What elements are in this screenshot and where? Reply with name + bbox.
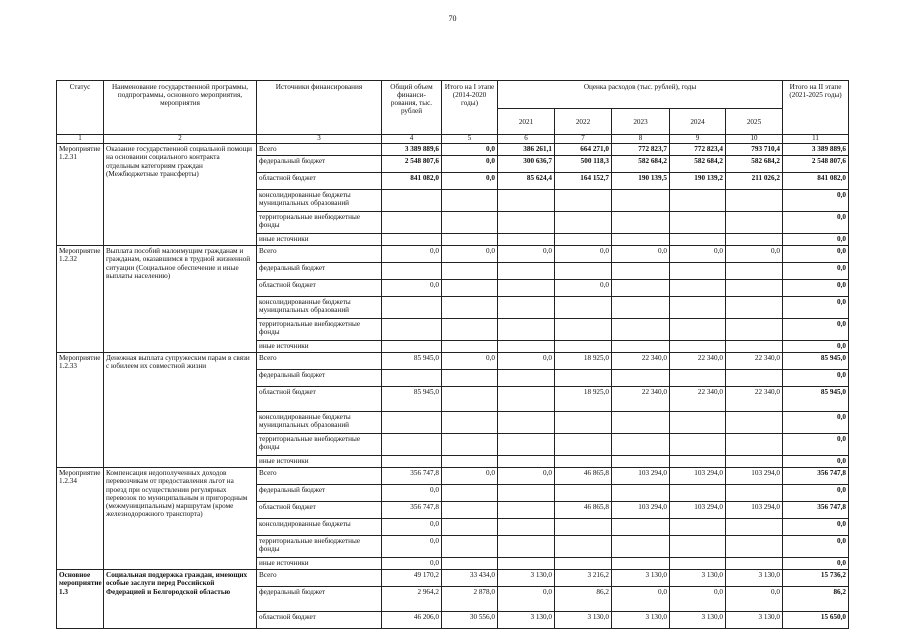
status-cell: Мероприятие 1.2.31: [57, 144, 104, 246]
value-cell: [555, 412, 612, 434]
value-cell: [555, 341, 612, 353]
value-cell: [726, 234, 783, 246]
column-number: 3: [257, 135, 382, 144]
header-year: 2022: [555, 109, 612, 135]
value-cell: 103 294,0: [612, 468, 670, 485]
value-cell: 46 206,0: [382, 612, 442, 629]
column-number: 5: [442, 135, 498, 144]
value-cell: 0,0: [555, 246, 612, 263]
value-cell: 582 684,2: [612, 156, 670, 173]
source-cell: консолидированные бюджеты муниципальных образований: [257, 412, 382, 434]
value-cell: [382, 212, 442, 234]
value-cell: 582 684,2: [726, 156, 783, 173]
header-stage1: Итого на I этапе (2014-2020 годы): [442, 81, 498, 135]
value-cell: [498, 456, 555, 468]
value-cell: 0,0: [555, 280, 612, 297]
value-cell: 356 747,8: [382, 502, 442, 519]
value-cell: [442, 234, 498, 246]
value-cell: 86,2: [555, 587, 612, 612]
value-cell: 18 925,0: [555, 387, 612, 412]
value-cell: 22 340,0: [670, 353, 726, 370]
value-cell: 3 130,0: [555, 612, 612, 629]
value-cell: 0,0: [783, 263, 849, 280]
value-cell: [612, 558, 670, 570]
table-row: [57, 468, 849, 485]
value-cell: 85 624,4: [498, 173, 555, 190]
value-cell: 164 152,7: [555, 173, 612, 190]
value-cell: 356 747,8: [382, 468, 442, 485]
value-cell: 0,0: [442, 156, 498, 173]
value-cell: [670, 297, 726, 319]
column-number-row: [57, 135, 849, 144]
value-cell: 2 548 807,6: [783, 156, 849, 173]
value-cell: 0,0: [783, 412, 849, 434]
value-cell: [612, 370, 670, 387]
column-number: 10: [726, 135, 783, 144]
value-cell: [442, 502, 498, 519]
table-row: [57, 570, 849, 587]
value-cell: 0,0: [726, 587, 783, 612]
value-cell: 33 434,0: [442, 570, 498, 587]
value-cell: [726, 519, 783, 536]
value-cell: [612, 319, 670, 341]
value-cell: [670, 434, 726, 456]
value-cell: 103 294,0: [670, 502, 726, 519]
value-cell: 190 139,2: [670, 173, 726, 190]
source-cell: федеральный бюджет: [257, 485, 382, 502]
value-cell: [726, 558, 783, 570]
value-cell: [612, 434, 670, 456]
value-cell: [382, 263, 442, 280]
value-cell: [442, 190, 498, 212]
value-cell: [555, 370, 612, 387]
value-cell: 300 636,7: [498, 156, 555, 173]
value-cell: [442, 319, 498, 341]
value-cell: [498, 558, 555, 570]
column-number: 2: [104, 135, 257, 144]
value-cell: 3 130,0: [726, 570, 783, 587]
value-cell: 0,0: [442, 144, 498, 156]
value-cell: 85 945,0: [382, 353, 442, 370]
table-row: [57, 246, 849, 263]
value-cell: [612, 297, 670, 319]
value-cell: 46 865,8: [555, 502, 612, 519]
value-cell: [498, 341, 555, 353]
value-cell: [498, 485, 555, 502]
column-number: 8: [612, 135, 670, 144]
value-cell: [498, 536, 555, 558]
value-cell: [555, 485, 612, 502]
value-cell: 46 865,8: [555, 468, 612, 485]
value-cell: [498, 263, 555, 280]
value-cell: 0,0: [670, 246, 726, 263]
value-cell: 190 139,5: [612, 173, 670, 190]
value-cell: 18 925,0: [555, 353, 612, 370]
value-cell: 793 710,4: [726, 144, 783, 156]
value-cell: [498, 297, 555, 319]
value-cell: [612, 456, 670, 468]
value-cell: [498, 212, 555, 234]
value-cell: [670, 341, 726, 353]
value-cell: [442, 558, 498, 570]
value-cell: 841 082,0: [382, 173, 442, 190]
value-cell: 0,0: [783, 234, 849, 246]
value-cell: [726, 412, 783, 434]
value-cell: [382, 434, 442, 456]
header-year: 2024: [670, 109, 726, 135]
value-cell: 0,0: [783, 536, 849, 558]
value-cell: [555, 536, 612, 558]
source-cell: консолидированные бюджеты: [257, 519, 382, 536]
source-cell: территориальные внебюджетные фонды: [257, 536, 382, 558]
value-cell: 3 130,0: [498, 612, 555, 629]
value-cell: [442, 387, 498, 412]
source-cell: Всего: [257, 144, 382, 156]
value-cell: 0,0: [382, 519, 442, 536]
value-cell: [670, 370, 726, 387]
value-cell: 0,0: [382, 280, 442, 297]
value-cell: 103 294,0: [726, 502, 783, 519]
header-estimate: Оценка расходов (тыс. рублей), годы: [498, 81, 783, 109]
value-cell: 3 130,0: [726, 612, 783, 629]
value-cell: 15 650,0: [783, 612, 849, 629]
value-cell: [670, 536, 726, 558]
value-cell: 0,0: [442, 173, 498, 190]
value-cell: [498, 319, 555, 341]
value-cell: [555, 434, 612, 456]
value-cell: 3 130,0: [670, 612, 726, 629]
value-cell: [442, 485, 498, 502]
value-cell: 356 747,8: [783, 468, 849, 485]
name-cell: Выплата пособий малоимущим гражданам и гражданам, оказавшимся в трудной жизненной ситуации (Социальное обеспечение и иные выплаты населению): [104, 246, 257, 353]
value-cell: 22 340,0: [612, 353, 670, 370]
value-cell: 0,0: [612, 587, 670, 612]
value-cell: 0,0: [783, 341, 849, 353]
value-cell: 0,0: [783, 434, 849, 456]
source-cell: Всего: [257, 353, 382, 370]
source-cell: областной бюджет: [257, 387, 382, 412]
value-cell: 103 294,0: [726, 468, 783, 485]
value-cell: [726, 190, 783, 212]
value-cell: 0,0: [670, 587, 726, 612]
value-cell: 0,0: [442, 246, 498, 263]
value-cell: 3 130,0: [612, 612, 670, 629]
column-number: 11: [783, 135, 849, 144]
value-cell: 86,2: [783, 587, 849, 612]
table-row: [57, 144, 849, 156]
value-cell: [612, 485, 670, 502]
value-cell: 2 964,2: [382, 587, 442, 612]
value-cell: [442, 412, 498, 434]
value-cell: 85 945,0: [382, 387, 442, 412]
value-cell: 0,0: [783, 519, 849, 536]
value-cell: 3 130,0: [498, 570, 555, 587]
page-number: 70: [448, 14, 457, 23]
value-cell: 30 556,0: [442, 612, 498, 629]
value-cell: [612, 341, 670, 353]
value-cell: 772 823,4: [670, 144, 726, 156]
value-cell: 0,0: [726, 246, 783, 263]
value-cell: [555, 190, 612, 212]
value-cell: 2 878,0: [442, 587, 498, 612]
value-cell: 0,0: [442, 353, 498, 370]
value-cell: [612, 280, 670, 297]
value-cell: 0,0: [498, 468, 555, 485]
source-cell: федеральный бюджет: [257, 263, 382, 280]
source-cell: областной бюджет: [257, 280, 382, 297]
value-cell: [442, 370, 498, 387]
source-cell: территориальные внебюджетные фонды: [257, 434, 382, 456]
source-cell: областной бюджет: [257, 173, 382, 190]
value-cell: 3 389 889,6: [382, 144, 442, 156]
value-cell: 356 747,8: [783, 502, 849, 519]
value-cell: [726, 280, 783, 297]
value-cell: [442, 434, 498, 456]
value-cell: 0,0: [382, 536, 442, 558]
header-status: Статус: [57, 81, 104, 135]
source-cell: иные источники: [257, 341, 382, 353]
value-cell: 22 340,0: [726, 353, 783, 370]
name-cell: Денежная выплата супружеским парам в связи с юбилеем их совместной жизни: [104, 353, 257, 468]
value-cell: [612, 263, 670, 280]
source-cell: консолидированные бюджеты муниципальных образований: [257, 297, 382, 319]
value-cell: [612, 190, 670, 212]
value-cell: 0,0: [783, 212, 849, 234]
value-cell: [612, 519, 670, 536]
source-cell: Всего: [257, 468, 382, 485]
value-cell: 0,0: [783, 456, 849, 468]
value-cell: [555, 297, 612, 319]
value-cell: [382, 319, 442, 341]
value-cell: [382, 190, 442, 212]
value-cell: [498, 434, 555, 456]
value-cell: [442, 212, 498, 234]
value-cell: [726, 485, 783, 502]
header-total-volume: Общий объем финанси-рования, тыс. рублей: [382, 81, 442, 135]
value-cell: [382, 412, 442, 434]
value-cell: 0,0: [612, 246, 670, 263]
status-cell: Основное мероприятие 1.3: [57, 570, 104, 629]
value-cell: [726, 341, 783, 353]
value-cell: 0,0: [783, 280, 849, 297]
value-cell: [382, 341, 442, 353]
value-cell: [670, 319, 726, 341]
value-cell: [498, 519, 555, 536]
header-source: Источники финансирования: [257, 81, 382, 135]
header-year: 2021: [498, 109, 555, 135]
source-cell: территориальные внебюджетные фонды: [257, 212, 382, 234]
status-cell: Мероприятие 1.2.33: [57, 353, 104, 468]
value-cell: [670, 485, 726, 502]
value-cell: [726, 434, 783, 456]
value-cell: [670, 190, 726, 212]
source-cell: Всего: [257, 246, 382, 263]
value-cell: [442, 263, 498, 280]
value-cell: 0,0: [382, 558, 442, 570]
value-cell: [726, 536, 783, 558]
value-cell: [612, 536, 670, 558]
value-cell: [555, 319, 612, 341]
value-cell: 15 736,2: [783, 570, 849, 587]
value-cell: 500 118,3: [555, 156, 612, 173]
header-stage2: Итого на II этапе (2021-2025 годы): [783, 81, 849, 135]
column-number: 1: [57, 135, 104, 144]
value-cell: [670, 456, 726, 468]
header-year: 2025: [726, 109, 783, 135]
value-cell: [555, 519, 612, 536]
value-cell: 0,0: [783, 246, 849, 263]
value-cell: 3 130,0: [670, 570, 726, 587]
status-cell: Мероприятие 1.2.32: [57, 246, 104, 353]
value-cell: 0,0: [382, 485, 442, 502]
value-cell: 22 340,0: [726, 387, 783, 412]
source-cell: территориальные внебюджетные фонды: [257, 319, 382, 341]
value-cell: [726, 456, 783, 468]
name-cell: Компенсация недополученных доходов перевозчикам от предоставления льгот на проезд при осуществлении регулярных перевозок по муниципальным и пригородным (межмуниципальным) маршрутам (кроме железнодорожного транспорта): [104, 468, 257, 570]
value-cell: [498, 280, 555, 297]
value-cell: 0,0: [783, 370, 849, 387]
value-cell: 0,0: [783, 485, 849, 502]
value-cell: [726, 319, 783, 341]
value-cell: [498, 370, 555, 387]
source-cell: федеральный бюджет: [257, 587, 382, 612]
column-number: 6: [498, 135, 555, 144]
value-cell: [670, 263, 726, 280]
value-cell: 3 389 889,6: [783, 144, 849, 156]
value-cell: [555, 234, 612, 246]
value-cell: [498, 190, 555, 212]
value-cell: [726, 370, 783, 387]
value-cell: [612, 234, 670, 246]
value-cell: [612, 412, 670, 434]
value-cell: [498, 387, 555, 412]
value-cell: [670, 234, 726, 246]
budget-table: [56, 80, 849, 629]
value-cell: [555, 558, 612, 570]
value-cell: 211 026,2: [726, 173, 783, 190]
value-cell: 85 945,0: [783, 353, 849, 370]
value-cell: [442, 519, 498, 536]
name-cell: Оказание государственной социальной помощи на основании социального контракта отдельным категориям граждан (Межбюджетные трансферты): [104, 144, 257, 246]
status-cell: Мероприятие 1.2.34: [57, 468, 104, 570]
value-cell: 0,0: [382, 246, 442, 263]
table-row: [57, 353, 849, 370]
value-cell: [442, 536, 498, 558]
value-cell: [382, 370, 442, 387]
value-cell: [498, 502, 555, 519]
header-year: 2023: [612, 109, 670, 135]
value-cell: 0,0: [783, 190, 849, 212]
value-cell: 49 170,2: [382, 570, 442, 587]
source-cell: Всего: [257, 570, 382, 587]
value-cell: [612, 212, 670, 234]
value-cell: 85 945,0: [783, 387, 849, 412]
value-cell: [555, 263, 612, 280]
value-cell: 772 823,7: [612, 144, 670, 156]
value-cell: 0,0: [783, 558, 849, 570]
value-cell: 3 130,0: [612, 570, 670, 587]
table-body: [57, 144, 849, 629]
value-cell: [670, 519, 726, 536]
value-cell: [555, 212, 612, 234]
value-cell: 0,0: [498, 353, 555, 370]
source-cell: иные источники: [257, 234, 382, 246]
value-cell: 841 082,0: [783, 173, 849, 190]
column-number: 4: [382, 135, 442, 144]
value-cell: 103 294,0: [612, 502, 670, 519]
column-number: 7: [555, 135, 612, 144]
value-cell: [498, 412, 555, 434]
value-cell: [670, 212, 726, 234]
value-cell: [670, 558, 726, 570]
header-name: Наименование государственной программы, подпрограммы, основного мероприятия, мероприятия: [104, 81, 257, 135]
source-cell: иные источники: [257, 456, 382, 468]
value-cell: 103 294,0: [670, 468, 726, 485]
value-cell: [382, 456, 442, 468]
source-cell: консолидированные бюджеты муниципальных образований: [257, 190, 382, 212]
value-cell: [726, 263, 783, 280]
value-cell: [498, 234, 555, 246]
source-cell: иные источники: [257, 558, 382, 570]
value-cell: [442, 297, 498, 319]
value-cell: 22 340,0: [670, 387, 726, 412]
value-cell: [382, 234, 442, 246]
value-cell: [442, 341, 498, 353]
value-cell: 2 548 807,6: [382, 156, 442, 173]
value-cell: [442, 280, 498, 297]
value-cell: [382, 297, 442, 319]
value-cell: 0,0: [498, 246, 555, 263]
value-cell: 3 216,2: [555, 570, 612, 587]
value-cell: [670, 412, 726, 434]
value-cell: 0,0: [498, 587, 555, 612]
value-cell: 664 271,0: [555, 144, 612, 156]
source-cell: областной бюджет: [257, 612, 382, 629]
source-cell: областной бюджет: [257, 502, 382, 519]
value-cell: 22 340,0: [612, 387, 670, 412]
value-cell: 386 261,1: [498, 144, 555, 156]
value-cell: [726, 212, 783, 234]
column-number: 9: [670, 135, 726, 144]
source-cell: федеральный бюджет: [257, 370, 382, 387]
value-cell: 0,0: [783, 297, 849, 319]
value-cell: [670, 280, 726, 297]
value-cell: 0,0: [783, 319, 849, 341]
value-cell: [442, 456, 498, 468]
value-cell: [726, 297, 783, 319]
value-cell: [555, 456, 612, 468]
source-cell: федеральный бюджет: [257, 156, 382, 173]
value-cell: 582 684,2: [670, 156, 726, 173]
name-cell: Социальная поддержка граждан, имеющих особые заслуги перед Российской Федерацией и Белгородской областью: [104, 570, 257, 629]
value-cell: 0,0: [442, 468, 498, 485]
